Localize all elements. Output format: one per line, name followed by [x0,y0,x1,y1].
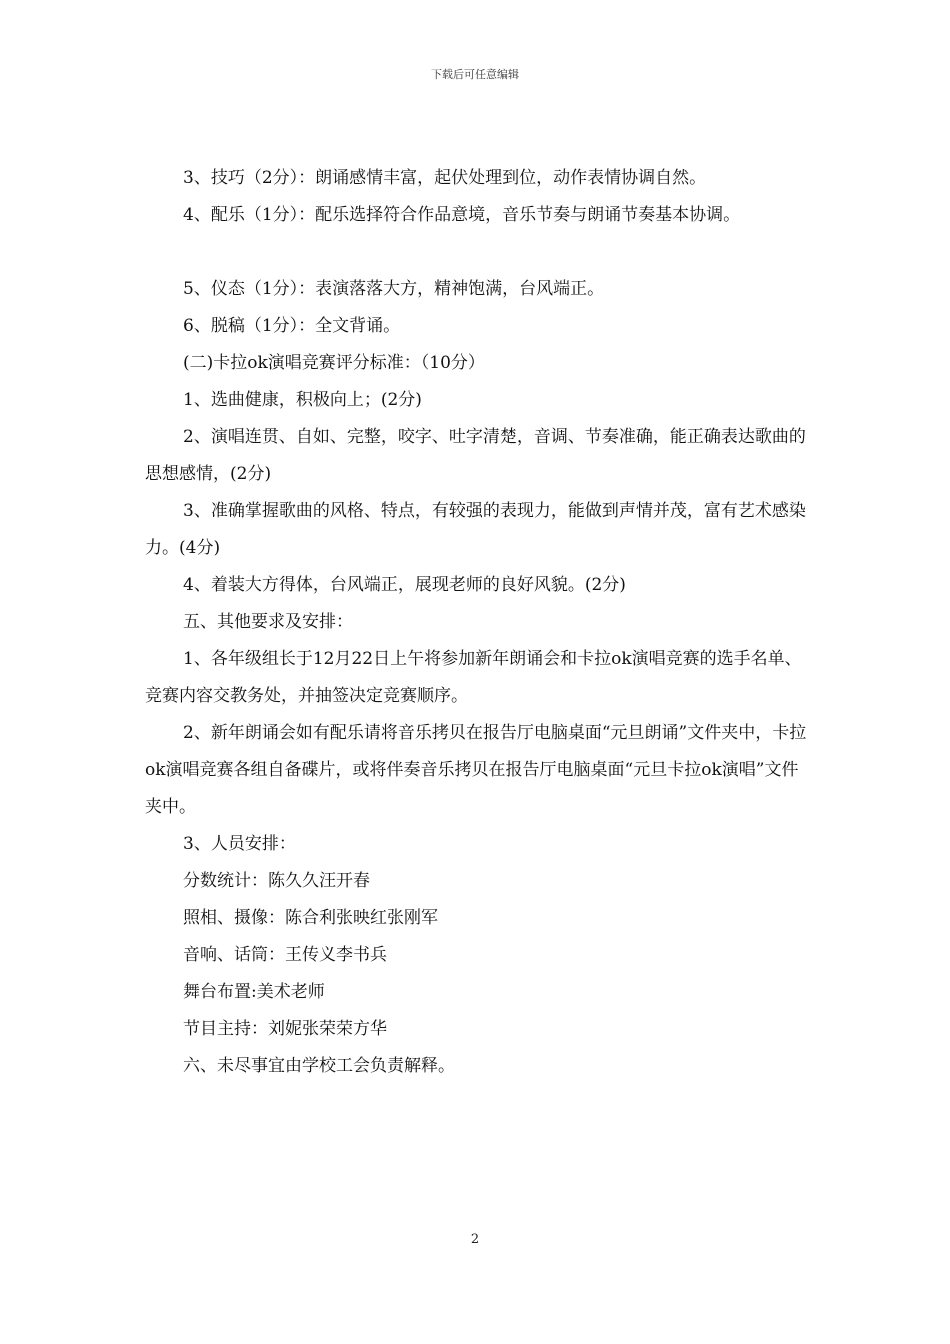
page-number: 2 [470,1232,480,1247]
staff-photo-video: 照相、摄像：陈合利张映红张刚军 [183,908,438,928]
staff-score-count: 分数统计：陈久久汪开春 [183,871,370,891]
paragraph-memorize: 6、脱稿（1分）：全文背诵。 [183,316,401,336]
paragraph-staff-heading: 3、人员安排： [183,834,296,854]
paragraph-song-choice: 1、选曲健康，积极向上；(2分) [183,390,422,410]
staff-stage: 舞台布置:美术老师 [183,982,325,1002]
paragraph-music-files: 2、新年朗诵会如有配乐请将音乐拷贝在报告厅电脑桌面“元旦朗诵”文件夹中，卡拉ok演唱竞赛各组自备碟片，或将伴奏音乐拷贝在报告厅电脑桌面“元旦卡拉ok演唱”文件夹中。 [145,723,807,817]
paragraph-attire: 4、着装大方得体，台风端正，展现老师的良好风貌。(2分) [183,575,626,595]
paragraph-music: 4、配乐（1分）：配乐选择符合作品意境，音乐节奏与朗诵节奏基本协调。 [183,205,741,225]
paragraph-style: 3、准确掌握歌曲的风格、特点，有较强的表现力，能做到声情并茂，富有艺术感染力。(4分) [145,501,806,558]
paragraph-registration: 1、各年级组长于12月22日上午将参加新年朗诵会和卡拉ok演唱竞赛的选手名单、竞赛内容交教务处，并抽签决定竞赛顺序。 [145,649,802,706]
document-body [145,160,810,1085]
paragraph-manner: 5、仪态（1分）：表演落落大方，精神饱满，台风端正。 [183,279,605,299]
paragraph-singing: 2、演唱连贯、自如、完整，咬字、吐字清楚，音调、节奏准确，能正确表达歌曲的思想感情，(2分) [145,427,806,484]
staff-audio: 音响、话筒：王传义李书兵 [183,945,387,965]
paragraph-skill: 3、技巧（2分）：朗诵感情丰富，起伏处理到位，动作表情协调自然。 [183,168,707,188]
section-other-requirements: 五、其他要求及安排： [183,612,353,632]
section-karaoke-criteria: (二)卡拉ok演唱竞赛评分标准：（10分） [183,353,485,373]
staff-host: 节目主持：刘妮张荣荣方华 [183,1019,387,1039]
blank-line [145,234,810,271]
page-header: 下载后可任意编辑 [431,68,519,81]
section-final-note: 六、未尽事宜由学校工会负责解释。 [183,1056,455,1076]
